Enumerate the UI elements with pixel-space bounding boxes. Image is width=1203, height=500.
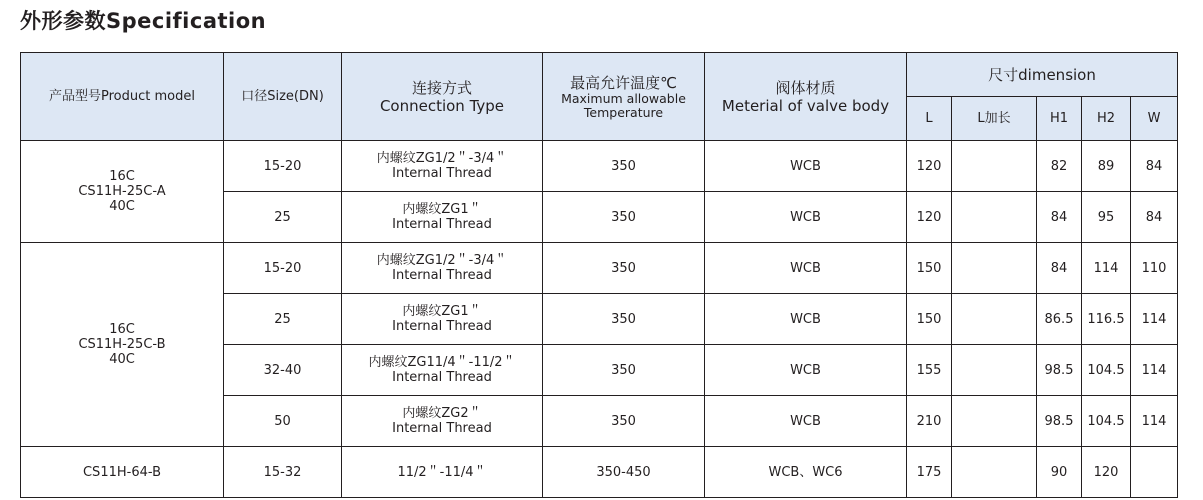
table-row [21, 447, 1178, 498]
header-temperature-en-1: Maximum allowable [561, 90, 686, 106]
connection-cell: 内螺纹ZG11/4＂-11/2＂ Internal Thread [342, 345, 543, 396]
size-cell: 15-20 [224, 141, 342, 192]
specification-table [20, 52, 1178, 498]
size-cell: 25 [224, 192, 342, 243]
bottom-rule [20, 497, 620, 498]
header-material-en: Meterial of valve body [721, 96, 890, 115]
material-cell: WCB [705, 294, 907, 345]
model-line: CS11H-64-B [82, 464, 162, 480]
header-dim-h2: H2 [1082, 97, 1131, 141]
header-dim-l: L [907, 97, 952, 141]
dim-l-cell: 150 [907, 294, 952, 345]
temperature-cell: 350 [543, 345, 705, 396]
size-cell: 50 [224, 396, 342, 447]
dim-h1-cell: 86.5 [1037, 294, 1082, 345]
dim-w-cell [1131, 447, 1178, 498]
dim-h2-cell: 89 [1082, 141, 1131, 192]
dim-l-cell: 155 [907, 345, 952, 396]
connection-cell: 11/2＂-11/4＂ [342, 447, 543, 498]
model-cell [21, 447, 224, 498]
dim-w-cell: 110 [1131, 243, 1178, 294]
model-line: CS11H-25C-A [78, 184, 166, 199]
header-dim-h1: H1 [1037, 97, 1082, 141]
dim-h2-cell: 116.5 [1082, 294, 1131, 345]
dim-h1-cell: 98.5 [1037, 396, 1082, 447]
page-title: 外形参数Specification [20, 9, 267, 33]
model-line: 16C [109, 322, 135, 337]
dim-l-cell: 210 [907, 396, 952, 447]
dim-l-extended-cell [952, 294, 1037, 345]
size-cell: 15-20 [224, 243, 342, 294]
dim-l-extended-cell [952, 345, 1037, 396]
header-material [705, 53, 907, 141]
header-temperature [543, 53, 705, 141]
connection-cell: 内螺纹ZG1/2＂-3/4＂ Internal Thread [342, 243, 543, 294]
dim-l-extended-cell [952, 447, 1037, 498]
temperature-cell: 350 [543, 243, 705, 294]
material-cell: WCB [705, 396, 907, 447]
temperature-cell: 350 [543, 192, 705, 243]
size-cell: 25 [224, 294, 342, 345]
dim-h1-cell: 84 [1037, 192, 1082, 243]
header-temperature-en-2: Temperature [583, 104, 664, 120]
header-material-cn: 阀体材质 [775, 78, 836, 97]
temperature-cell: 350 [543, 396, 705, 447]
header-dimension: 尺寸dimension [907, 53, 1178, 97]
dim-h1-cell: 90 [1037, 447, 1082, 498]
material-cell: WCB、WC6 [705, 447, 907, 498]
dim-h2-cell: 104.5 [1082, 396, 1131, 447]
connection-cell: 内螺纹ZG2＂ Internal Thread [342, 396, 543, 447]
temperature-cell: 350-450 [543, 447, 705, 498]
material-cell: WCB [705, 345, 907, 396]
dim-l-extended-cell [952, 141, 1037, 192]
table-row [21, 243, 1178, 294]
connection-cell: 内螺纹ZG1＂ Internal Thread [342, 294, 543, 345]
dim-l-extended-cell [952, 192, 1037, 243]
header-dim-l-extended: L加长 [952, 97, 1037, 141]
connection-cell: 内螺纹ZG1＂ Internal Thread [342, 192, 543, 243]
model-line: CS11H-25C-B [78, 337, 166, 352]
model-line: 40C [109, 199, 135, 214]
dim-h2-cell: 95 [1082, 192, 1131, 243]
dim-l-cell: 175 [907, 447, 952, 498]
header-row [21, 53, 1178, 97]
material-cell: WCB [705, 243, 907, 294]
temperature-cell: 350 [543, 141, 705, 192]
header-connection [342, 53, 543, 141]
dim-l-extended-cell [952, 243, 1037, 294]
model-cell [21, 243, 224, 447]
dim-w-cell: 114 [1131, 294, 1178, 345]
dim-w-cell: 114 [1131, 345, 1178, 396]
dim-w-cell: 84 [1131, 192, 1178, 243]
material-cell: WCB [705, 192, 907, 243]
dim-h1-cell: 84 [1037, 243, 1082, 294]
dim-l-cell: 120 [907, 192, 952, 243]
size-cell: 15-32 [224, 447, 342, 498]
dim-h2-cell: 104.5 [1082, 345, 1131, 396]
model-cell [21, 141, 224, 243]
dim-l-cell: 120 [907, 141, 952, 192]
material-cell: WCB [705, 141, 907, 192]
header-temperature-cn: 最高允许温度℃ [570, 73, 677, 92]
dim-w-cell: 114 [1131, 396, 1178, 447]
dim-h1-cell: 98.5 [1037, 345, 1082, 396]
header-connection-en: Connection Type [379, 96, 505, 115]
dim-w-cell: 84 [1131, 141, 1178, 192]
header-size: 口径Size(DN) [224, 53, 342, 141]
table-row [21, 141, 1178, 192]
temperature-cell: 350 [543, 294, 705, 345]
dim-l-extended-cell [952, 396, 1037, 447]
dim-h2-cell: 114 [1082, 243, 1131, 294]
header-model: 产品型号Product model [21, 53, 224, 141]
dim-h1-cell: 82 [1037, 141, 1082, 192]
header-connection-cn: 连接方式 [411, 78, 472, 97]
connection-cell: 内螺纹ZG1/2＂-3/4＂ Internal Thread [342, 141, 543, 192]
dim-l-cell: 150 [907, 243, 952, 294]
size-cell: 32-40 [224, 345, 342, 396]
model-line: 16C [109, 169, 135, 184]
dim-h2-cell: 120 [1082, 447, 1131, 498]
model-line: 40C [109, 352, 135, 367]
header-dim-w: W [1131, 97, 1178, 141]
